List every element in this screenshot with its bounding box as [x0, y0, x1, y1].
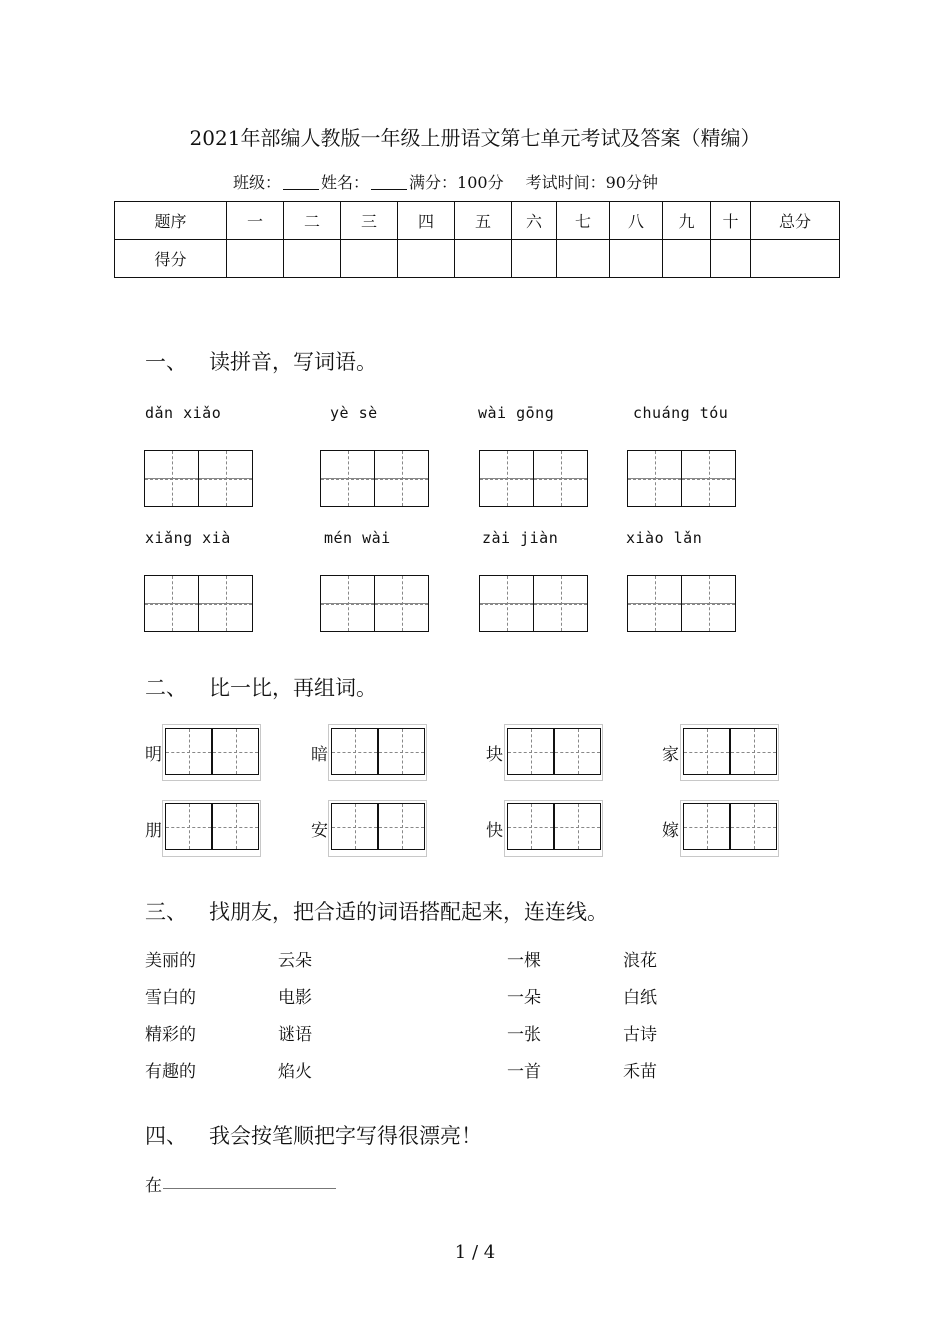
writing-grid-box[interactable]	[730, 728, 777, 775]
writing-grid-box[interactable]	[554, 728, 601, 775]
score-cell[interactable]	[341, 240, 398, 278]
score-header-cell: 四	[398, 202, 455, 240]
stroke-order-char: 在	[145, 1176, 162, 1196]
match-word[interactable]: 一朵	[507, 988, 541, 1008]
score-cell[interactable]	[751, 240, 840, 278]
section4-number: 四、	[145, 1124, 187, 1148]
pinyin-label: yè sè	[330, 404, 378, 422]
pinyin-label: zài jiàn	[482, 529, 559, 547]
section3-number: 三、	[145, 900, 187, 924]
section1-title: 读拼音，写词语。	[209, 350, 377, 374]
writing-grid-box[interactable]	[730, 803, 777, 850]
compare-char: 安	[311, 821, 328, 841]
writing-grid-box[interactable]	[681, 575, 736, 632]
compare-char: 快	[486, 821, 503, 841]
score-cell[interactable]	[557, 240, 610, 278]
writing-grid-box[interactable]	[331, 803, 378, 850]
score-cell[interactable]	[512, 240, 557, 278]
writing-grid-box[interactable]	[507, 803, 554, 850]
page-title: 2021年部编人教版一年级上册语文第七单元考试及答案（精编）	[189, 126, 761, 150]
writing-grid-box[interactable]	[627, 575, 682, 632]
score-header-cell: 总分	[751, 202, 840, 240]
writing-grid-box[interactable]	[165, 728, 212, 775]
score-header-cell: 一	[227, 202, 284, 240]
score-cell[interactable]	[610, 240, 663, 278]
writing-grid-box[interactable]	[507, 728, 554, 775]
match-word[interactable]: 有趣的	[145, 1062, 196, 1082]
writing-grid-box[interactable]	[479, 450, 534, 507]
score-header-cell: 七	[557, 202, 610, 240]
match-word[interactable]: 谜语	[278, 1025, 312, 1045]
pinyin-label: mén wài	[324, 529, 391, 547]
section2-title: 比一比，再组词。	[209, 676, 377, 700]
stroke-order-line[interactable]	[163, 1188, 336, 1189]
writing-grid-box[interactable]	[212, 803, 259, 850]
match-word[interactable]: 云朵	[278, 951, 312, 971]
score-cell[interactable]	[227, 240, 284, 278]
score-header-cell: 八	[610, 202, 663, 240]
writing-grid-box[interactable]	[627, 450, 682, 507]
writing-grid-box[interactable]	[331, 728, 378, 775]
section1-heading	[145, 346, 377, 376]
section3-title: 找朋友，把合适的词语搭配起来，连连线。	[209, 900, 608, 924]
match-word[interactable]: 精彩的	[145, 1025, 196, 1045]
writing-grid-box[interactable]	[681, 450, 736, 507]
writing-grid-box[interactable]	[198, 575, 253, 632]
writing-grid-box[interactable]	[320, 450, 375, 507]
writing-grid-box[interactable]	[533, 575, 588, 632]
match-word[interactable]: 电影	[278, 988, 312, 1008]
score-header-cell: 二	[284, 202, 341, 240]
writing-grid-box[interactable]	[378, 728, 425, 775]
score-header-cell: 题序	[115, 202, 227, 240]
match-word[interactable]: 一张	[507, 1025, 541, 1045]
writing-grid-box[interactable]	[683, 728, 730, 775]
writing-grid-box[interactable]	[378, 803, 425, 850]
compare-char: 块	[486, 745, 503, 765]
writing-grid-box[interactable]	[144, 450, 199, 507]
score-cell[interactable]	[284, 240, 341, 278]
score-table	[114, 201, 840, 278]
exam-time: 考试时间：90分钟	[525, 173, 658, 192]
score-row-label: 得分	[115, 240, 227, 278]
match-word[interactable]: 焰火	[278, 1062, 312, 1082]
pinyin-label: xiào lǎn	[626, 529, 703, 547]
writing-grid-box[interactable]	[144, 575, 199, 632]
score-header-cell: 五	[455, 202, 512, 240]
section4-title: 我会按笔顺把字写得很漂亮！	[209, 1124, 482, 1148]
section2-heading	[145, 672, 377, 702]
writing-grid-box[interactable]	[165, 803, 212, 850]
compare-char: 朋	[145, 821, 162, 841]
page-number: 1 / 4	[454, 1242, 496, 1263]
score-cell[interactable]	[663, 240, 711, 278]
writing-grid-box[interactable]	[212, 728, 259, 775]
score-row	[115, 240, 840, 278]
compare-char: 嫁	[662, 821, 679, 841]
pinyin-label: dǎn xiǎo	[145, 404, 222, 422]
exam-info	[233, 170, 658, 193]
score-header-cell: 六	[512, 202, 557, 240]
compare-char: 明	[145, 745, 162, 765]
name-blank[interactable]	[371, 173, 407, 190]
match-word[interactable]: 白纸	[623, 988, 657, 1008]
score-header-cell: 九	[663, 202, 711, 240]
writing-grid-box[interactable]	[374, 575, 429, 632]
match-word[interactable]: 禾苗	[623, 1062, 657, 1082]
writing-grid-box[interactable]	[554, 803, 601, 850]
pinyin-label: xiǎng xià	[145, 529, 231, 547]
score-cell[interactable]	[455, 240, 512, 278]
match-word[interactable]: 一棵	[507, 951, 541, 971]
class-label: 班级：	[233, 173, 282, 192]
match-word[interactable]: 雪白的	[145, 988, 196, 1008]
writing-grid-box[interactable]	[374, 450, 429, 507]
match-word[interactable]: 一首	[507, 1062, 541, 1082]
match-word[interactable]: 古诗	[623, 1025, 657, 1045]
section1-number: 一、	[145, 350, 187, 374]
score-header-cell: 三	[341, 202, 398, 240]
match-word[interactable]: 美丽的	[145, 951, 196, 971]
writing-grid-box[interactable]	[479, 575, 534, 632]
score-cell[interactable]	[711, 240, 751, 278]
score-header-cell: 十	[711, 202, 751, 240]
section3-heading	[145, 896, 608, 926]
writing-grid-box[interactable]	[320, 575, 375, 632]
writing-grid-box[interactable]	[683, 803, 730, 850]
full-score: 满分：100分	[409, 173, 504, 192]
match-word[interactable]: 浪花	[623, 951, 657, 971]
writing-grid-box[interactable]	[198, 450, 253, 507]
class-blank[interactable]	[283, 173, 319, 190]
score-cell[interactable]	[398, 240, 455, 278]
writing-grid-box[interactable]	[533, 450, 588, 507]
compare-char: 家	[662, 745, 679, 765]
section4-heading	[145, 1120, 482, 1150]
pinyin-label: wài gōng	[478, 404, 555, 422]
score-header-row	[115, 202, 840, 240]
section2-number: 二、	[145, 676, 187, 700]
pinyin-label: chuáng tóu	[633, 404, 729, 422]
name-label: 姓名：	[321, 173, 370, 192]
compare-char: 暗	[311, 745, 328, 765]
